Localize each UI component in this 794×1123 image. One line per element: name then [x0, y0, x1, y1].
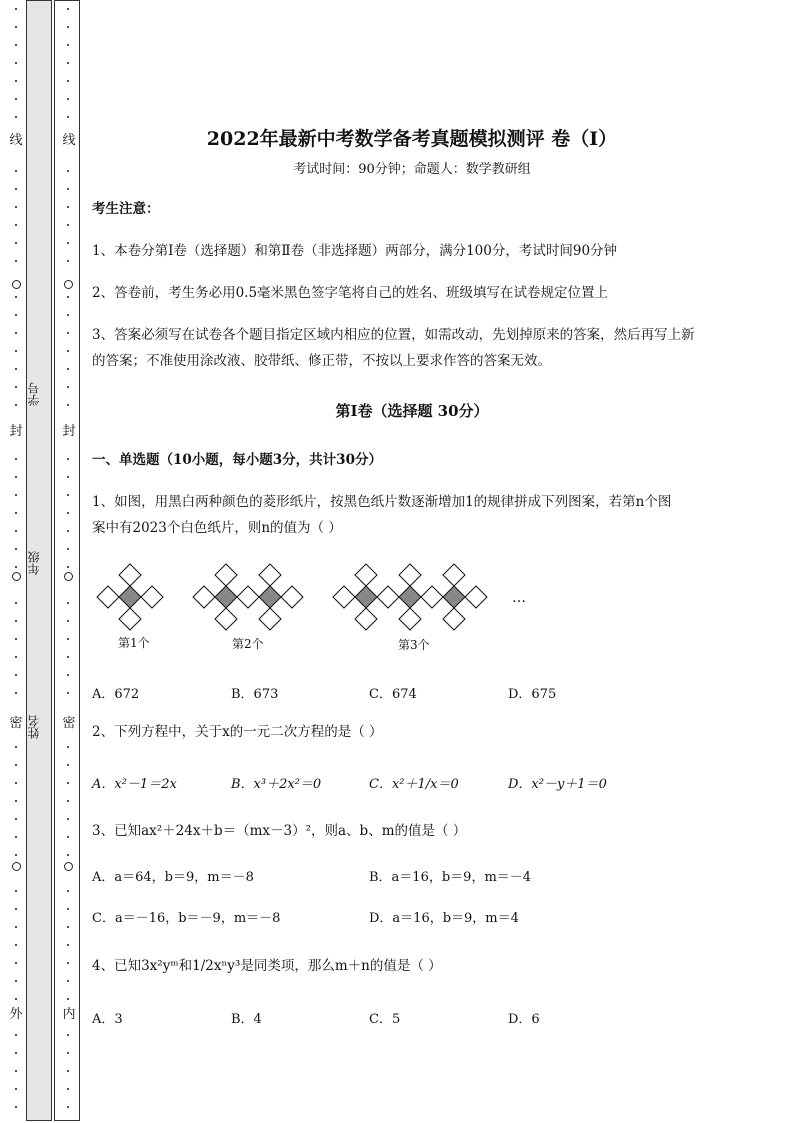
binding-dot	[15, 188, 17, 190]
binding-dot	[67, 980, 69, 982]
white-rhombus	[421, 586, 443, 608]
q3-option-a: A．a＝64，b＝9，m＝－8	[92, 870, 254, 885]
binding-dot	[15, 26, 17, 28]
white-rhombus	[333, 586, 355, 608]
notice-item-1: 1、本卷分第I卷（选择题）和第Ⅱ卷（非选择题）两部分，满分100分，考试时间90分钟	[92, 243, 618, 259]
notice-item-3: 3、答案必须写在试卷各个题目指定区域内相应的位置，如需改动，先划掉原来的答案，然后再写上新	[92, 327, 695, 343]
white-rhombus	[399, 608, 421, 630]
binding-dot	[67, 170, 69, 172]
binding-dot	[67, 782, 69, 784]
q1-option-b: B．673	[231, 687, 279, 702]
binding-dot	[15, 296, 17, 298]
binding-dot	[67, 908, 69, 910]
binding-dot	[67, 350, 69, 352]
notice-heading: 考生注意：	[92, 201, 160, 217]
binding-dot	[67, 944, 69, 946]
binding-dot	[67, 1088, 69, 1090]
white-rhombus	[399, 564, 421, 586]
binding-circle	[12, 862, 21, 871]
binding-dot	[15, 404, 17, 406]
binding-dot	[67, 476, 69, 478]
binding-dot	[67, 1070, 69, 1072]
binding-dot	[67, 242, 69, 244]
binding-dot	[15, 890, 17, 892]
binding-dot	[15, 746, 17, 748]
white-rhombus	[259, 608, 281, 630]
white-rhombus	[119, 564, 141, 586]
binding-circle	[64, 862, 73, 871]
binding-dot	[15, 548, 17, 550]
binding-dot	[67, 188, 69, 190]
q1-caption-3: 第3个	[398, 638, 430, 652]
name-label: 姓名	[27, 715, 41, 739]
q2-option-d: D．x²－y＋1＝0	[508, 777, 607, 792]
binding-dot	[15, 242, 17, 244]
binding-dot	[15, 1052, 17, 1054]
binding-dot	[15, 62, 17, 64]
binding-dot	[67, 800, 69, 802]
binding-dot	[67, 854, 69, 856]
binding-dot	[67, 890, 69, 892]
binding-dot	[15, 314, 17, 316]
binding-dot	[67, 26, 69, 28]
binding-dot	[67, 692, 69, 694]
binding-dot	[15, 116, 17, 118]
binding-dot	[67, 1052, 69, 1054]
binding-circle	[64, 280, 73, 289]
binding-dot	[67, 962, 69, 964]
binding-dot	[67, 62, 69, 64]
student-id-label: 学号	[27, 382, 41, 406]
q1-option-d: D．675	[508, 687, 557, 702]
q1-option-c: C．674	[369, 687, 417, 702]
white-rhombus	[443, 608, 465, 630]
binding-dot	[15, 494, 17, 496]
margin-char-nei: 内	[62, 1007, 76, 1022]
black-rhombus	[443, 586, 465, 608]
binding-dot	[15, 368, 17, 370]
binding-dot	[15, 764, 17, 766]
binding-dot	[15, 386, 17, 388]
black-rhombus	[399, 586, 421, 608]
binding-dot	[15, 476, 17, 478]
binding-dot	[15, 818, 17, 820]
binding-dot	[15, 638, 17, 640]
binding-dot	[67, 1034, 69, 1036]
binding-dot	[15, 530, 17, 532]
binding-dot	[15, 332, 17, 334]
binding-dot	[15, 962, 17, 964]
binding-dot	[67, 386, 69, 388]
binding-dot	[15, 998, 17, 1000]
binding-dot	[67, 530, 69, 532]
white-rhombus	[465, 586, 487, 608]
white-rhombus	[141, 586, 163, 608]
white-rhombus	[377, 586, 399, 608]
binding-dot	[67, 746, 69, 748]
binding-dot	[67, 674, 69, 676]
binding-dot	[15, 98, 17, 100]
q4-option-a: A．3	[92, 1012, 123, 1027]
q1-option-a: A．672	[92, 687, 140, 702]
white-rhombus	[281, 586, 303, 608]
white-rhombus	[237, 586, 259, 608]
binding-dot	[15, 512, 17, 514]
inner-dotted-strip	[54, 0, 80, 1121]
binding-dot	[15, 170, 17, 172]
binding-circle	[12, 280, 21, 289]
binding-dot	[67, 98, 69, 100]
binding-dot	[67, 638, 69, 640]
binding-circle	[12, 572, 21, 581]
q1-ellipsis: …	[512, 590, 526, 606]
binding-dot	[15, 80, 17, 82]
margin-char-feng: 封	[9, 424, 23, 439]
binding-dot	[67, 998, 69, 1000]
binding-dot	[15, 782, 17, 784]
white-rhombus	[355, 564, 377, 586]
binding-dot	[15, 260, 17, 262]
q4-option-b: B．4	[231, 1012, 262, 1027]
binding-dot	[67, 314, 69, 316]
white-rhombus	[355, 608, 377, 630]
binding-dot	[15, 980, 17, 982]
q4-stem: 4、已知3x²yᵐ和1/2xⁿy³是同类项，那么m＋n的值是（ ）	[92, 958, 442, 974]
grade-label: 年级	[27, 551, 41, 575]
binding-dot	[15, 800, 17, 802]
q2-option-b: B．x³＋2x²＝0	[231, 777, 322, 792]
q3-option-b: B．a＝16，b＝9，m＝－4	[369, 870, 532, 885]
binding-dot	[15, 350, 17, 352]
binding-dot	[15, 656, 17, 658]
binding-dot	[67, 332, 69, 334]
q3-stem: 3、已知ax²＋24x＋b＝（mx－3）²，则a、b、m的值是（ ）	[92, 823, 467, 839]
binding-dot	[67, 494, 69, 496]
margin-char-xian: 线	[9, 133, 23, 148]
q1-stem-line1: 1、如图，用黑白两种颜色的菱形纸片，按黑色纸片数逐渐增加1的规律拼成下列图案，若第n个图	[92, 494, 672, 510]
binding-dot	[67, 818, 69, 820]
white-rhombus	[259, 564, 281, 586]
binding-dot	[67, 206, 69, 208]
binding-dot	[67, 458, 69, 460]
margin-char-wai: 外	[9, 1007, 23, 1022]
binding-dot	[15, 206, 17, 208]
binding-dot	[15, 908, 17, 910]
binding-dot	[15, 1088, 17, 1090]
white-rhombus	[119, 608, 141, 630]
binding-dot	[15, 1106, 17, 1108]
q1-rhombus-figure	[90, 562, 530, 632]
white-rhombus	[215, 564, 237, 586]
q2-option-c: C．x²＋1/x＝0	[369, 777, 459, 792]
white-rhombus	[97, 586, 119, 608]
binding-dot	[67, 260, 69, 262]
q1-stem-line2: 案中有2023个白色纸片，则n的值为（ ）	[92, 520, 342, 536]
binding-dot	[67, 44, 69, 46]
binding-dot	[67, 548, 69, 550]
binding-dot	[15, 602, 17, 604]
binding-dot	[67, 296, 69, 298]
binding-dot	[67, 566, 69, 568]
binding-circle	[64, 572, 73, 581]
binding-dot	[67, 926, 69, 928]
margin-char-mi-inner: 密	[62, 716, 76, 731]
binding-dot	[67, 1106, 69, 1108]
q2-option-a: A．x²－1＝2x	[92, 777, 177, 792]
binding-dot	[67, 404, 69, 406]
exam-title: 2022年最新中考数学备考真题模拟测评 卷（Ⅰ）	[206, 128, 618, 150]
binding-dot	[67, 656, 69, 658]
q3-option-d: D．a＝16，b＝9，m＝4	[369, 911, 519, 926]
binding-dot	[15, 836, 17, 838]
binding-dot	[15, 674, 17, 676]
q4-option-d: D．6	[508, 1012, 540, 1027]
margin-char-xian-inner: 线	[62, 133, 76, 148]
binding-dot	[15, 1034, 17, 1036]
white-rhombus	[443, 564, 465, 586]
margin-char-feng-inner: 封	[62, 424, 76, 439]
binding-dot	[15, 926, 17, 928]
binding-dot	[67, 764, 69, 766]
q3-option-c: C．a＝－16，b＝－9，m＝－8	[92, 911, 281, 926]
binding-dot	[67, 368, 69, 370]
binding-dot	[67, 8, 69, 10]
q2-stem: 2、下列方程中，关于x的一元二次方程的是（ ）	[92, 724, 383, 740]
binding-dot	[67, 512, 69, 514]
black-rhombus	[259, 586, 281, 608]
part-title: 第Ⅰ卷（选择题 30分）	[335, 402, 489, 420]
margin-char-mi: 密	[9, 716, 23, 731]
binding-dot	[15, 620, 17, 622]
binding-dot	[15, 854, 17, 856]
binding-dot	[67, 602, 69, 604]
q1-caption-1: 第1个	[118, 636, 150, 650]
binding-dot	[67, 80, 69, 82]
section-heading: 一、单选题（10小题，每小题3分，共计30分）	[92, 452, 382, 468]
binding-dot	[15, 566, 17, 568]
binding-dot	[67, 224, 69, 226]
binding-dot	[67, 836, 69, 838]
white-rhombus	[215, 608, 237, 630]
binding-dot	[15, 458, 17, 460]
white-rhombus	[193, 586, 215, 608]
binding-dot	[67, 620, 69, 622]
binding-dot	[67, 116, 69, 118]
notice-item-2: 2、答卷前，考生务必用0.5毫米黑色签字笔将自己的姓名、班级填写在试卷规定位置上	[92, 285, 609, 301]
q1-caption-2: 第2个	[232, 637, 264, 651]
binding-dot	[15, 944, 17, 946]
q4-option-c: C．5	[369, 1012, 401, 1027]
binding-dot	[15, 8, 17, 10]
black-rhombus	[355, 586, 377, 608]
binding-dot	[15, 224, 17, 226]
notice-item-3-cont: 的答案；不准使用涂改液、胶带纸、修正带，不按以上要求作答的答案无效。	[92, 353, 551, 369]
binding-dot	[15, 692, 17, 694]
black-rhombus	[215, 586, 237, 608]
exam-subtitle: 考试时间：90分钟；命题人：数学教研组	[293, 162, 531, 177]
binding-dot	[15, 1070, 17, 1072]
black-rhombus	[119, 586, 141, 608]
binding-dot	[15, 44, 17, 46]
